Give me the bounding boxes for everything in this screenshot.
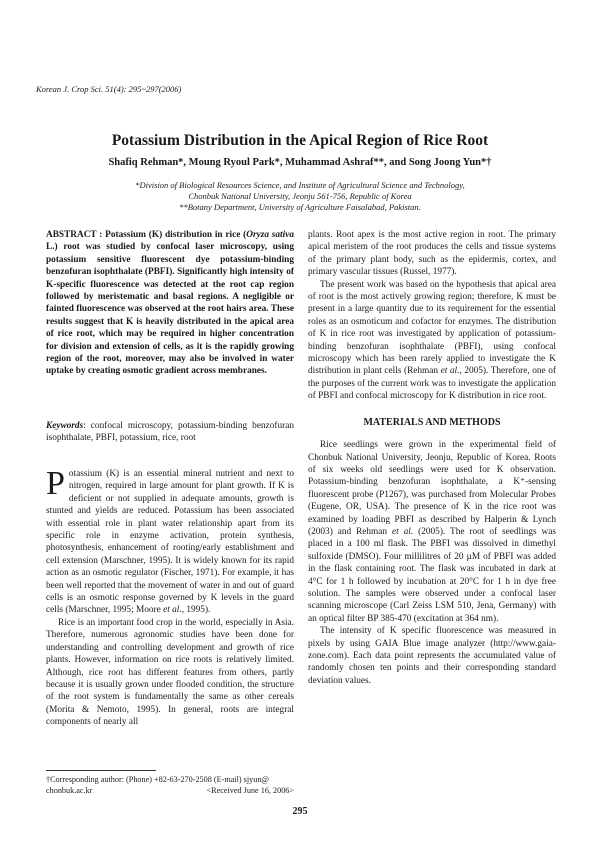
affiliation-line-3: **Botany Department, University of Agriculture Faisalabad, Pakistan.	[179, 202, 421, 212]
affiliation-line-1: *Division of Biological Resources Science, and Institute of Agricultural Science and Technology,	[135, 180, 465, 190]
methods-paragraph-1: Rice seedlings were grown in the experimental field of Chonbuk National University, Jeonju, Republic of Korea. Roots of six weeks old seedlings were used for K observation. Potassium-binding benzofuran isophthalate, a K⁺-sensing fluorescent probe (P1267), was purchased from Molecular Probes (Eugene, OR, USA). The presence of K in the rice root was examined by loading PBFI as described by Halperin & Lynch (2003) and Rehman et al. (2005). The root of seedlings was placed in a 100 ml flask. The PBFI was dissolved in dimethyl sulfoxide (DMSO). Four millilitres of 20 µM of PBFI was added in the flask containing root. The flask was incubated in dark at 4°C for 1 h followed by incubation at 20°C for 1 h in dye free solution. The samples were observed under a confocal laser scanning microscope (Carl Zeiss LSM 510, Jena, Germany) with an optical filter BP 385-470 (excitation at 364 nm).	[308, 440, 556, 624]
section-heading-methods: MATERIALS AND METHODS	[363, 416, 501, 428]
keywords	[46, 420, 294, 445]
page-number: 295	[292, 806, 308, 817]
methods-paragraph-2: The intensity of K specific fluorescence was measured in pixels by using GAIA Blue image analyzer (http://www.gaia-zone.com). Each data point represents the accumulated value of randomly chosen ten points and their corresponding standard deviation values.	[308, 626, 556, 686]
abstract-text-2: L.) root was studied by confocal laser microscopy, using potassium sensitive fluorescent dye potassium-binding benzofuran isophthalate (PBFI). Significantly high intensity of K-specific fluorescence was detected at the root cap region followed by meristematic and basal regions. A negligible or fainted fluorescence was observed at the root hairs area. These results suggest that K is heavily distributed in the apical area of rice root, which may be required in higher concentration for division and extension of cells, as it is the rapidly growing region of the root, moreover, may also be involved in water uptake by creating osmotic gradient across membranes.	[46, 242, 294, 377]
journal-header: Korean J. Crop Sci. 51(4): 295~297(2006)	[36, 84, 182, 94]
drop-cap: P	[46, 465, 65, 502]
abstract-text-1: Potassium (K) distribution in rice (	[102, 230, 247, 240]
corresponding-author-footnote	[46, 775, 294, 796]
intro-paragraph-2: Rice is an important food crop in the world, especially in Asia. Therefore, numerous agronomic studies have been done for understanding and controlling development and growth of rice plants. However, information on rice roots is relatively limited. Although, rice root has different features from others, partly because it is usually grown under flooded condition, the structure of the root system is fundamentally the same as other cereals (Morita & Nemoto, 1995). In general, roots are integral components of nearly all	[46, 617, 294, 728]
paper-title: Potassium Distribution in the Apical Region of Rice Root	[111, 132, 489, 149]
received-date: <Received June 16, 2006>	[206, 785, 294, 795]
abstract	[46, 229, 294, 378]
affiliation-line-2: Chonbuk National University, Jeonju 561-756, Republic of Korea	[188, 191, 412, 201]
keywords-label: Keywords	[46, 421, 84, 431]
right-column	[308, 229, 556, 687]
keywords-text: : confocal microscopy, potassium-binding benzofuran isophthalate, PBFI, potassium, rice, root	[46, 421, 294, 444]
footnote-divider	[46, 770, 156, 771]
abstract-species: Oryza sativa	[246, 230, 294, 240]
intro-paragraph-1: Potassium (K) is an essential mineral nutrient and next to nitrogen, required in large amount for plant growth. If K is deficient or not supplied in adequate amounts, growth is stunted and yields are reduced. Potassium has been associated with essential role in plant water relationship apart from its specific role in enzyme activation, protein synthesis, photosynthesis, enhancement of rooting/early establishment and cell extension (Marschner, 1995). It is widely known for its rapid action as an osmotic regulator (Fischer, 1971). For example, it has been well reported that the movement of water in and out of guard cells is an osmotic response governed by K levels in the guard cells (Marschner, 1995; Moore et al., 1995).	[46, 465, 294, 616]
abstract-label: ABSTRACT :	[46, 230, 103, 240]
author-list: Shafiq Rehman*, Moung Ryoul Park*, Muhammad Ashraf**, and Song Joong Yun*†	[108, 157, 492, 168]
footnote-line-1: †Corresponding author: (Phone) +82-63-270-2508 (E-mail) sjyun@	[46, 775, 269, 784]
right-paragraph-2: The present work was based on the hypothesis that apical area of root is the most actively growing region; therefore, K must be present in a large quantity due to its requirement for the essential roles as an osmoticum and cofactor for enzymes. The distribution of K in rice root was investigated by application of potassium-binding benzofuran isophthalate (PBFI), using confocal microscopy which has been rarely applied to investigate the K distribution in plant cells (Rehman et al., 2005). Therefore, one of the purposes of the current work was to investigate the application of PBFI and confocal microscopy for K distribution in rice root.	[308, 279, 556, 402]
footnote-email-domain: chonbuk.ac.kr	[46, 785, 93, 795]
right-paragraph-1: plants. Root apex is the most active region in root. The primary apical meristem of the root produces the cells and tissue systems of the primary plant body, such as the epidermis, cortex, and primary vascular tissues (Russel, 1977).	[308, 230, 556, 278]
introduction	[46, 465, 294, 729]
